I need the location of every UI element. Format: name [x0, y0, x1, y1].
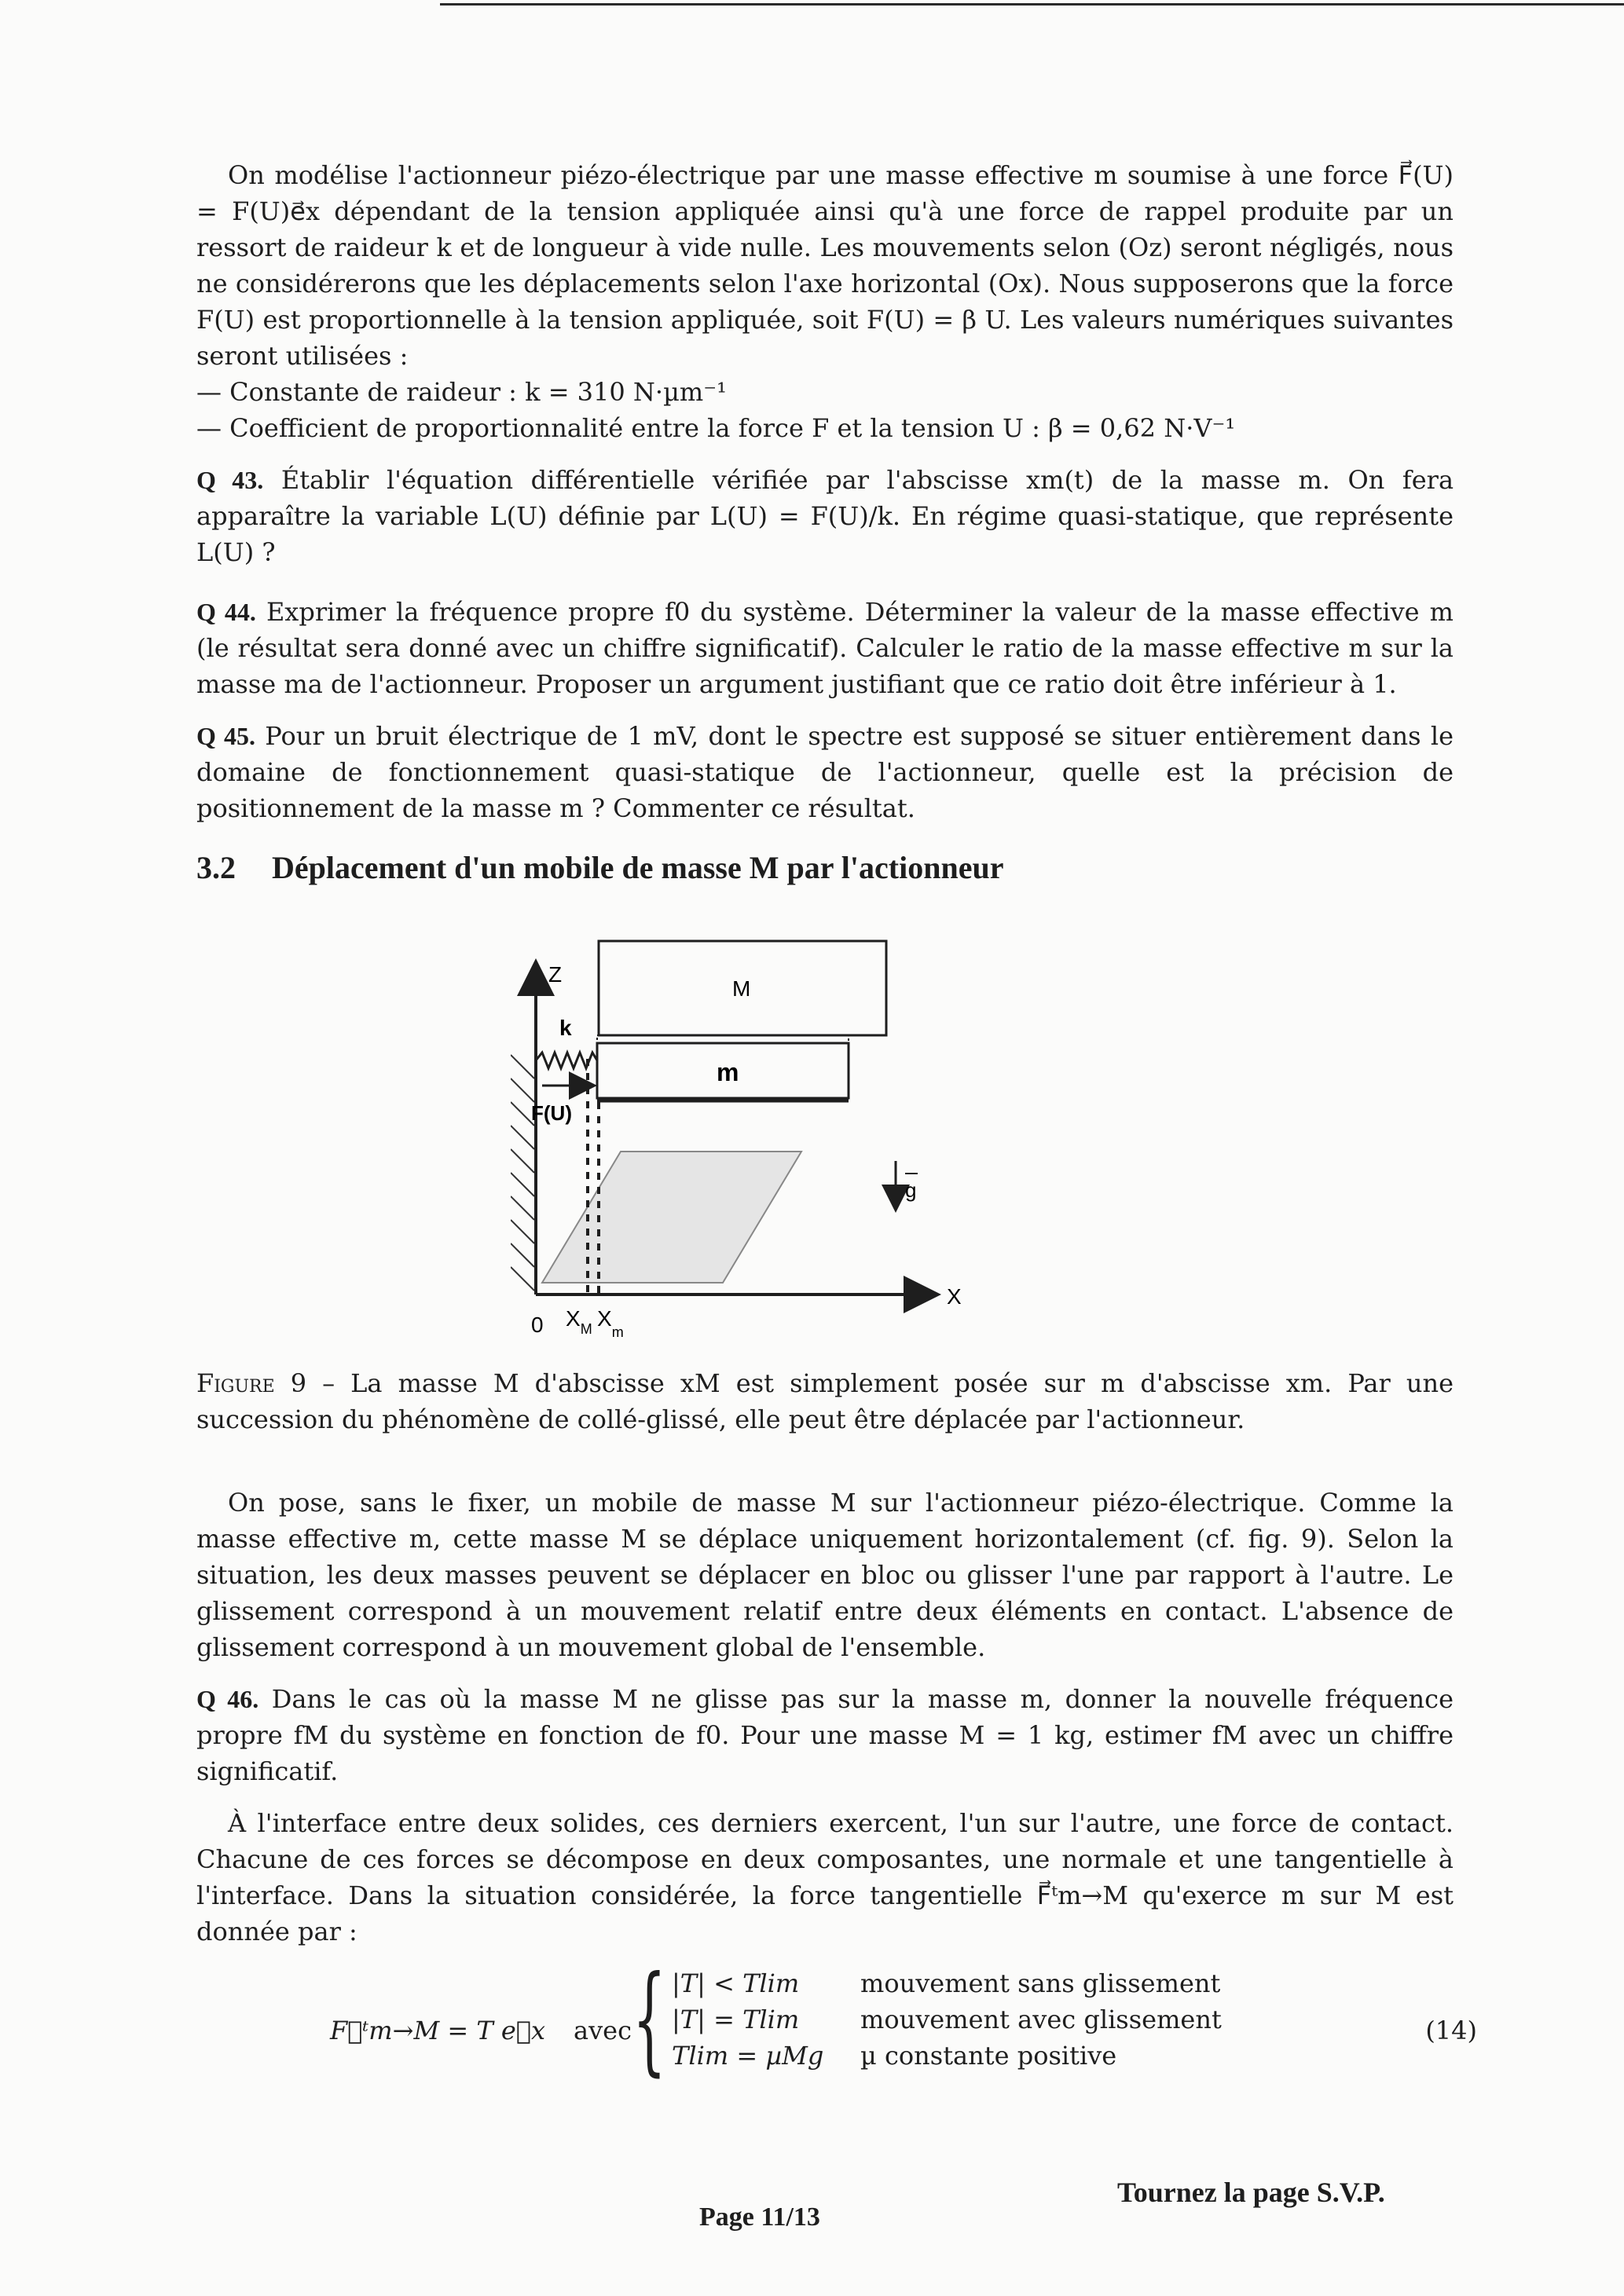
paragraph-contact: À l'interface entre deux solides, ces derniers exercent, l'un sur l'autre, une force de contact. Chacune de ces forces se décompose en deux composantes, une normale et une tangentielle à l'interface. Dans la situation considérée, la force tangentielle F⃗ᵗm→M qu'exerce m sur M est donnée par : — [196, 1808, 1454, 1946]
case-row: |T| < Tlim mouvement sans glissement — [672, 1968, 1221, 1998]
turn-page-note: Tournez la page S.V.P. — [1117, 2177, 1385, 2208]
section-title: Déplacement d'un mobile de masse M par l'actionneur — [272, 850, 1004, 885]
origin-label: 0 — [531, 1313, 544, 1337]
question-text: Dans le cas où la masse M ne glisse pas sur la masse m, donner la nouvelle fréquence propre fM du système en fonction de f0. Pour une masse M = 1 kg, estimer fM avec un chiffre significatif. — [196, 1684, 1454, 1786]
page-body — [196, 157, 1477, 2099]
case-row: |T| = Tlim mouvement avec glissement — [672, 2005, 1222, 2034]
top-rule — [440, 3, 1624, 5]
section-heading — [196, 850, 1454, 886]
question-44 — [196, 594, 1454, 702]
intro-paragraph: On modélise l'actionneur piézo-électrique par une masse effective m soumise à une force F⃗(U) = F(U)e⃗x dépendant de la tension appliquée ainsi qu'à une force de rappel produite par un ressort de raideur k et de longueur à vide nulle. Les mouvements selon (Oz) seront négligés, nous ne considérerons que les déplacements selon l'axe horizontal (Ox). Nous supposerons que la force F(U) est proportionnelle à la tension appliquée, soit F(U) = β U. Les valeurs numériques suivantes seront utilisées : — [196, 160, 1454, 371]
piezo-body — [542, 1152, 801, 1283]
equation-lhs: F⃗ᵗm→M = T e⃗x — [330, 2016, 546, 2045]
page-number: Page 11/13 — [699, 2203, 820, 2232]
equation-number: (14) — [1425, 2016, 1477, 2045]
wall-hatch — [511, 1055, 534, 1291]
case-row: Tlim = µMg µ constante positive — [672, 2041, 1117, 2071]
question-46 — [196, 1681, 1454, 1789]
question-label: Q 43. — [196, 466, 264, 494]
question-label: Q 44. — [196, 598, 256, 626]
figure-caption — [196, 1365, 1454, 1437]
z-axis-label: Z — [548, 962, 563, 987]
question-text: Exprimer la fréquence propre f0 du système. Déterminer la valeur de la masse effective m (le résultat sera donné avec un chiffre significatif). Calculer le ratio de la masse effective m sur la masse ma de l'actionneur. Proposer un argument justifiant que ce ratio doit être inférieur à 1. — [196, 597, 1454, 699]
question-label: Q 46. — [196, 1685, 259, 1713]
paragraph-mobile: On pose, sans le fixer, un mobile de masse M sur l'actionneur piézo-électrique. Comme la masse effective m, cette masse M se déplace uniquement horizontalement (cf. fig. 9). Selon la situation, les deux masses peuvent se déplacer en bloc ou glisser l'une par rapport à l'autre. Le glissement correspond à un mouvement relatif entre deux éléments en contact. L'absence de glissement correspond à un mouvement global de l'ensemble. — [196, 1488, 1454, 1662]
equation-brace: { — [632, 1951, 666, 2088]
spring-label: k — [559, 1016, 572, 1040]
mass-M-label: M — [732, 976, 751, 1001]
caption-label: Figure 9 — [196, 1368, 307, 1398]
section-number: 3.2 — [196, 850, 236, 885]
gravity-label: g — [905, 1178, 917, 1202]
question-text: Établir l'équation différentielle vérifiée par l'abscisse xm(t) de la masse m. On fera apparaître la variable L(U) définie par L(U) = F(U)/k. En régime quasi-statique, que représente L(U) ? — [196, 465, 1454, 567]
value-item-stiffness: — Constante de raideur : k = 310 N·µm⁻¹ — [196, 377, 727, 407]
caption-text: – La masse M d'abscisse xM est simplement posée sur m d'abscisse xm. Par une succession du phénomène de collé-glissé, elle peut être déplacée par l'actionneur. — [196, 1368, 1454, 1434]
mass-m-label: m — [717, 1058, 739, 1086]
equation-14 — [196, 1951, 1477, 2099]
x-axis-label: X — [947, 1284, 962, 1309]
equation-cases — [672, 1965, 1222, 2074]
figure-9 — [196, 917, 1454, 1357]
question-45 — [196, 718, 1454, 826]
equation-avec: avec — [574, 2016, 632, 2045]
force-label: F(U) — [531, 1101, 572, 1125]
question-text: Pour un bruit électrique de 1 mV, dont le spectre est supposé se situer entièrement dans le domaine de fonctionnement quasi-statique de l'actionneur, quelle est la précision de positionnement de la masse m ? Commenter ce résultat. — [196, 721, 1454, 823]
value-item-beta: — Coefficient de proportionnalité entre la force F et la tension U : β = 0,62 N·V⁻¹ — [196, 413, 1236, 443]
question-label: Q 45. — [196, 722, 255, 750]
xM-label: $X_M$ — [566, 1306, 592, 1337]
xm-label: $X_m$ — [597, 1306, 624, 1340]
figure-diagram — [511, 917, 1092, 1357]
question-43 — [196, 462, 1454, 570]
